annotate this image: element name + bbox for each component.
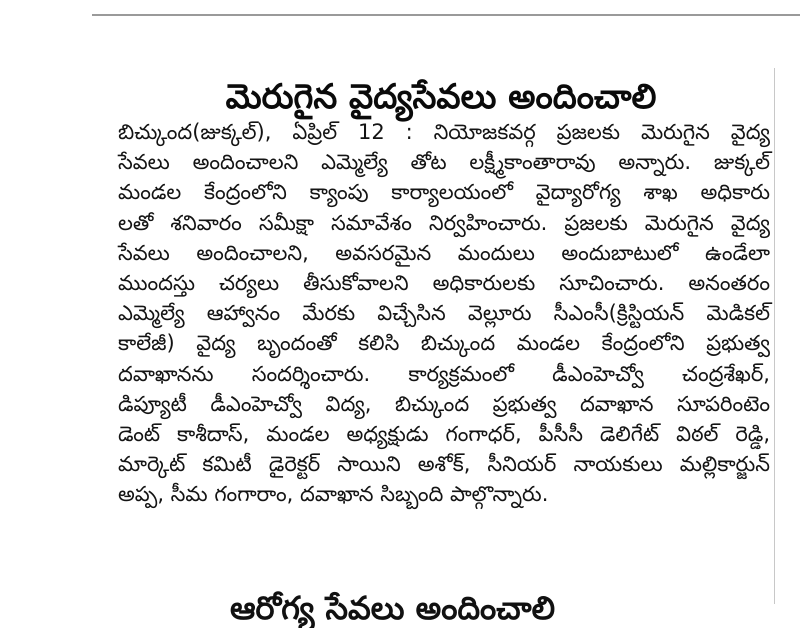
article-line: ముందస్తు చర్యలు తీసుకోవాలని అధికారులకు సూచించారు. అనంతరం bbox=[118, 270, 770, 295]
article-line: డిప్యూటీ డీఎంహెచ్వో విద్య, బిచ్కుంద ప్రభుత్వ దవాఖాన సూపరింటెం bbox=[118, 391, 770, 416]
article-line: దవాఖానను సందర్శించారు. కార్యక్రమంలో డీఎంహెచ్వో చంద్రశేఖర్, bbox=[118, 361, 770, 386]
column-divider bbox=[774, 68, 775, 604]
article-line: డెంట్ కాశీదాస్, మండల అధ్యక్షుడు గంగాధర్, పీసీసీ డెలిగేట్ విఠల్ రెడ్డి, bbox=[118, 421, 770, 446]
next-article-headline bbox=[230, 588, 610, 627]
article-line: బిచ్కుంద(జుక్కల్), ఏప్రిల్ 12 : నియోజకవర్గ ప్రజలకు మెరుగైన వైద్య bbox=[118, 120, 770, 144]
article-line: లతో శనివారం సమీక్షా సమావేశం నిర్వహించారు. ప్రజలకు మెరుగైన వైద్య bbox=[118, 210, 770, 235]
article-line: సేవలు అందించాలని, అవసరమైన మందులు అందుబాటులో ఉండేలా bbox=[118, 240, 770, 265]
top-divider bbox=[92, 14, 800, 16]
article-line: మండల కేంద్రంలోని క్యాంపు కార్యాలయంలో వైద్యారోగ్య శాఖ అధికారు bbox=[118, 180, 770, 205]
article-line: మార్కెట్ కమిటీ డైరెక్టర్ సాయిని అశోక్, సీనియర్ నాయకులు మల్లికార్జున్ bbox=[118, 452, 770, 477]
article-line: ఎమ్మెల్యే ఆహ్వానం మేరకు విచ్చేసిన వెల్లూరు సీఎంసీ(క్రిస్టియన్ మెడికల్ bbox=[118, 301, 770, 326]
article-line: కాలేజీ) వైద్య బృందంతో కలిసి బిచ్కుంద మండల కేంద్రంలోని ప్రభుత్వ bbox=[118, 331, 770, 356]
article-line: సేవలు అందించాలని ఎమ్మెల్యే తోట లక్ష్మీకాంతారావు అన్నారు. జుక్కల్ bbox=[118, 150, 770, 175]
article-body bbox=[118, 117, 770, 509]
article-line: అప్ప, సీమ గంగారాం, దవాఖాన సిబ్బంది పాల్గొన్నారు. bbox=[118, 482, 549, 507]
article-headline: మెరుగైన వైద్యసేవలు అందించాలి bbox=[225, 76, 657, 117]
next-headline-text: ఆరోగ్య సేవలు అందించాలి bbox=[230, 589, 556, 627]
